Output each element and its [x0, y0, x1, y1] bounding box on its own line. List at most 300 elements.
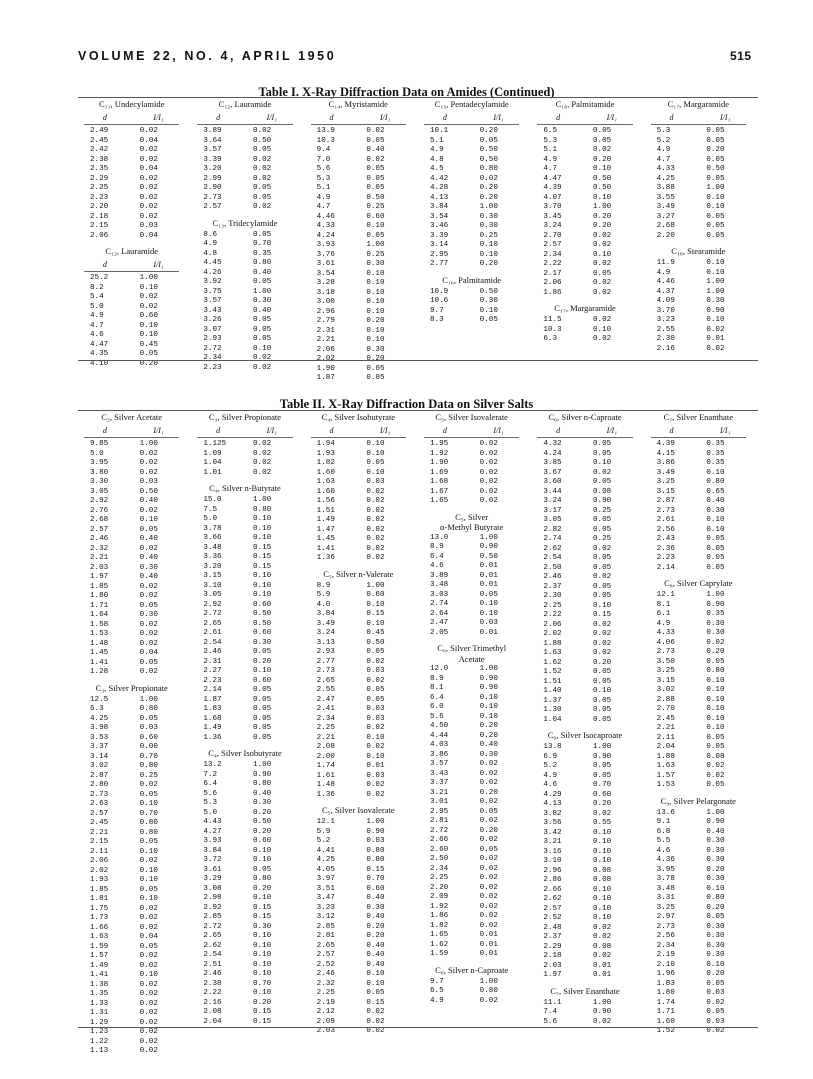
table-row	[531, 706, 638, 716]
d-spacing-value: 2.06	[543, 620, 562, 629]
compound-block	[305, 569, 412, 801]
relative-intensity-value: 1.00	[592, 743, 612, 751]
table-row	[418, 610, 525, 620]
relative-intensity-value: 0.10	[366, 619, 385, 628]
d-spacing-value: 4.07	[543, 193, 562, 202]
table-row	[78, 175, 185, 185]
compound-title: C₁₂, Lauramide	[105, 246, 158, 256]
compound-block	[645, 412, 752, 573]
table-row	[645, 601, 752, 611]
compound-block	[191, 483, 298, 743]
relative-intensity-value: 0.02	[479, 996, 498, 1005]
d-spacing-value: 2.25	[316, 989, 335, 997]
d-spacing-value: 2.09	[316, 1017, 335, 1026]
d-spacing-value: 9.85	[90, 440, 109, 448]
d-spacing-value: 2.64	[430, 609, 449, 618]
d-spacing-value: 2.02	[90, 866, 109, 875]
d-spacing-value: 2.06	[90, 231, 109, 240]
table-row	[645, 203, 752, 213]
d-spacing-value: 2.34	[203, 354, 222, 362]
d-spacing-value: 4.33	[656, 629, 675, 637]
d-spacing-value: 4.44	[430, 731, 449, 740]
relative-intensity-value: 0.20	[479, 826, 498, 835]
table-row	[645, 184, 752, 194]
table-row	[418, 222, 525, 232]
table-row	[78, 478, 185, 488]
table-row	[645, 715, 752, 725]
table-row	[305, 781, 412, 791]
d-spacing-value: 3.27	[656, 212, 675, 221]
d-spacing-value: 2.43	[656, 535, 675, 543]
d-spacing-value: 4.9	[543, 771, 557, 780]
d-spacing-value: 1.87	[203, 695, 222, 704]
d-spacing-value: 3.51	[316, 884, 335, 893]
table-row	[418, 478, 525, 488]
relative-intensity-value: 0.10	[706, 203, 725, 211]
d-spacing-value: 3.28	[316, 279, 335, 287]
table-row	[78, 848, 185, 858]
d-spacing-value: 1.59	[90, 942, 109, 951]
relative-intensity-value: 0.30	[706, 922, 725, 931]
d-spacing-value: 3.31	[656, 894, 675, 902]
data-rows	[418, 978, 525, 1007]
table-row	[418, 722, 525, 732]
d-spacing-value: 3.13	[316, 638, 335, 647]
d-spacing-value: 9.7	[430, 977, 444, 986]
relative-intensity-value: 0.50	[252, 136, 272, 145]
d-spacing-value: 12.1	[656, 591, 675, 599]
d-spacing-value: 4.8	[430, 155, 444, 164]
relative-intensity-value: 0.03	[706, 1017, 725, 1026]
header-rule	[311, 124, 406, 125]
data-rows	[645, 809, 752, 1037]
d-spacing-value: 2.00	[316, 752, 335, 761]
d-spacing-value: 3.80	[90, 468, 109, 477]
table-row	[191, 734, 298, 744]
relative-intensity-value: 0.03	[479, 619, 498, 627]
d-spacing-value: 2.06	[543, 279, 562, 287]
d-spacing-value: 2.25	[316, 724, 335, 732]
relative-intensity-value: 0.20	[252, 884, 272, 893]
d-spacing-value: 5.1	[543, 146, 557, 154]
relative-intensity-value: 0.02	[479, 779, 498, 787]
d-spacing-value: 2.04	[656, 743, 675, 751]
d-header: d	[556, 426, 561, 435]
table-row	[418, 241, 525, 251]
relative-intensity-value: 0.05	[366, 174, 385, 183]
d-spacing-value: 4.13	[543, 800, 562, 808]
d-spacing-value: 2.21	[316, 336, 335, 344]
d-spacing-value: 1.22	[90, 1037, 109, 1046]
relative-intensity-value: 0.80	[252, 505, 272, 514]
relative-intensity-value: 0.02	[139, 127, 158, 135]
relative-intensity-value: 0.01	[479, 950, 498, 958]
relative-intensity-value: 0.02	[366, 516, 385, 524]
d-spacing-value: 3.15	[656, 676, 675, 685]
d-spacing-value: 3.97	[316, 875, 335, 883]
relative-intensity-value: 0.05	[592, 771, 612, 780]
relative-intensity-value: 0.20	[479, 184, 498, 192]
table-row	[645, 734, 752, 744]
d-spacing-value: 1.85	[90, 582, 109, 591]
relative-intensity-value: 0.02	[139, 592, 158, 600]
relative-intensity-value: 0.02	[139, 193, 158, 202]
d-spacing-value: 3.03	[430, 590, 449, 599]
d-spacing-value: 2.68	[90, 516, 109, 524]
d-spacing-value: 1.60	[316, 468, 335, 477]
d-spacing-value: 2.14	[203, 686, 222, 694]
table-row	[531, 279, 638, 289]
d-spacing-value: 2.36	[656, 544, 675, 553]
relative-intensity-value: 0.05	[366, 136, 385, 145]
table-row	[305, 175, 412, 185]
table-row	[191, 942, 298, 952]
d-spacing-value: 4.9	[656, 619, 671, 628]
d-spacing-value: 5.9	[316, 827, 331, 836]
table-row	[78, 990, 185, 1000]
relative-intensity-value: 0.02	[139, 668, 158, 676]
column-header	[531, 425, 638, 436]
d-spacing-value: 3.05	[203, 591, 222, 599]
relative-intensity-value: 0.02	[139, 1018, 158, 1027]
relative-intensity-value: 0.02	[139, 857, 158, 865]
d-spacing-value: 3.30	[90, 478, 109, 486]
relative-intensity-value: 0.05	[592, 136, 612, 145]
table-row	[531, 781, 638, 791]
table-row	[645, 165, 752, 175]
d-spacing-value: 2.87	[656, 497, 675, 505]
relative-intensity-value: 0.30	[139, 611, 158, 619]
relative-intensity-value: 0.50	[139, 487, 158, 496]
table-row	[305, 648, 412, 658]
d-spacing-value: 2.23	[203, 676, 222, 685]
relative-intensity-value: 0.03	[139, 724, 158, 732]
d-spacing-value: 3.78	[203, 524, 222, 533]
d-spacing-value: 3.20	[203, 562, 222, 571]
table-row	[191, 1008, 298, 1018]
table-row	[191, 250, 298, 260]
relative-intensity-value: 0.10	[366, 600, 385, 609]
d-spacing-value: 5.3	[543, 136, 557, 145]
compound-block	[191, 218, 298, 374]
table-row	[531, 999, 638, 1009]
relative-intensity-value: 0.02	[366, 127, 385, 135]
table-row	[418, 316, 525, 326]
table-row	[305, 894, 412, 904]
relative-intensity-value: 0.05	[592, 449, 612, 458]
table-row	[305, 516, 412, 526]
table-row	[78, 526, 185, 536]
relative-intensity-value: 0.01	[479, 940, 498, 949]
relative-intensity-value: 0.05	[252, 648, 272, 656]
table-row	[531, 213, 638, 223]
table-column	[418, 412, 525, 1023]
table-row	[645, 847, 752, 857]
relative-intensity-value: 0.02	[139, 203, 158, 211]
d-spacing-value: 4.7	[316, 203, 331, 211]
d-spacing-value: 8.1	[430, 684, 444, 692]
table-row	[531, 335, 638, 345]
d-spacing-value: 2.10	[656, 960, 675, 969]
relative-intensity-value: 0.20	[479, 788, 498, 797]
relative-intensity-value: 1.00	[479, 665, 498, 673]
d-spacing-value: 1.51	[543, 677, 562, 686]
table-row	[78, 734, 185, 744]
d-spacing-value: 2.57	[543, 241, 562, 249]
relative-intensity-value: 0.40	[139, 535, 158, 543]
table-row	[531, 478, 638, 488]
table-row	[78, 564, 185, 574]
header-rule	[311, 437, 406, 438]
d-spacing-value: 4.6	[430, 562, 444, 570]
relative-intensity-value: 0.05	[706, 222, 725, 230]
d-spacing-value: 2.06	[316, 345, 335, 354]
d-spacing-value: 2.02	[316, 355, 335, 363]
table-row	[645, 1027, 752, 1037]
d-spacing-value: 1.63	[90, 933, 109, 941]
table-row	[305, 999, 412, 1009]
d-spacing-value: 6.0	[430, 703, 444, 711]
d-spacing-value: 3.02	[90, 762, 109, 770]
column-header	[191, 425, 298, 436]
d-spacing-value: 12.5	[90, 695, 109, 704]
d-spacing-value: 1.04	[543, 715, 562, 724]
relative-intensity-value: 0.02	[479, 912, 498, 920]
relative-intensity-value: 0.02	[592, 316, 612, 324]
relative-intensity-value: 0.40	[139, 573, 158, 581]
table-row	[191, 137, 298, 147]
table-row	[645, 620, 752, 630]
d-spacing-value: 2.80	[90, 781, 109, 789]
relative-intensity-value: 0.20	[592, 658, 612, 667]
d-spacing-value: 2.06	[90, 857, 109, 865]
table-row	[78, 1009, 185, 1019]
relative-intensity-value: 0.10	[366, 733, 385, 742]
d-spacing-value: 2.31	[316, 326, 335, 335]
relative-intensity-value: 0.30	[706, 506, 725, 515]
relative-intensity-value: 0.10	[252, 515, 272, 523]
d-spacing-value: 2.47	[316, 695, 335, 704]
relative-intensity-value: 0.02	[479, 874, 498, 882]
relative-intensity-value: 0.30	[479, 750, 498, 759]
table-2-bottom-rule	[78, 1027, 758, 1028]
table-row	[418, 941, 525, 951]
relative-intensity-value: 0.80	[139, 762, 158, 770]
table-row	[645, 497, 752, 507]
compound-block	[191, 412, 298, 478]
d-header: d	[216, 426, 221, 435]
relative-intensity-value: 0.10	[706, 259, 725, 267]
table-row	[305, 677, 412, 687]
table-row	[191, 440, 298, 450]
d-spacing-value: 1.92	[430, 449, 449, 458]
relative-intensity-value: 0.05	[592, 554, 612, 562]
d-spacing-value: 2.73	[656, 506, 675, 515]
relative-intensity-value: 0.15	[252, 1017, 272, 1026]
table-row	[418, 562, 525, 572]
d-spacing-value: 2.17	[543, 269, 562, 278]
relative-intensity-value: 0.01	[479, 562, 498, 570]
table-row	[531, 791, 638, 801]
relative-intensity-value: 0.15	[252, 1008, 272, 1016]
d-spacing-value: 2.11	[656, 733, 675, 742]
relative-intensity-value: 0.10	[479, 250, 498, 259]
column-header	[78, 112, 185, 123]
d-spacing-value: 1.67	[430, 487, 449, 496]
d-spacing-value: 6.4	[430, 552, 444, 561]
relative-intensity-value: 0.05	[706, 743, 725, 751]
table-row	[418, 865, 525, 875]
data-rows	[305, 127, 412, 384]
d-spacing-value: 3.86	[430, 750, 449, 759]
relative-intensity-value: 0.25	[139, 771, 158, 780]
d-spacing-value: 1.56	[316, 497, 335, 505]
relative-intensity-value: 0.20	[366, 355, 385, 363]
relative-intensity-value: 0.02	[479, 817, 498, 825]
relative-intensity-value: 0.02	[252, 127, 272, 135]
relative-intensity-value: 0.02	[366, 1027, 385, 1035]
d-spacing-value: 2.74	[430, 600, 449, 608]
table-row	[418, 665, 525, 675]
d-spacing-value: 3.25	[656, 667, 675, 675]
relative-intensity-value: 0.02	[479, 921, 498, 930]
table-row	[645, 866, 752, 876]
table-row	[191, 146, 298, 156]
relative-intensity-value: 1.00	[366, 581, 385, 590]
relative-intensity-value: 0.10	[366, 440, 385, 448]
relative-intensity-value: 1.00	[366, 818, 385, 826]
relative-intensity-value: 0.10	[592, 847, 612, 856]
relative-intensity-value: 0.10	[252, 970, 272, 978]
relative-intensity-value: 0.30	[706, 941, 725, 950]
relative-intensity-value: 0.20	[479, 731, 498, 740]
relative-intensity-value: 0.20	[139, 359, 158, 368]
relative-intensity-value: 0.05	[252, 865, 272, 874]
table-row	[305, 762, 412, 772]
d-spacing-value: 1.95	[430, 440, 449, 448]
relative-intensity-value: 0.80	[252, 259, 272, 267]
relative-intensity-value: 0.30	[252, 638, 272, 647]
compound-block	[645, 578, 752, 791]
compound-block	[305, 805, 412, 1037]
table-row	[305, 932, 412, 942]
relative-intensity-value: 0.02	[592, 639, 612, 648]
table-row	[645, 564, 752, 574]
table-row	[645, 345, 752, 355]
compound-block	[78, 683, 185, 1057]
table-row	[305, 127, 412, 137]
table-row	[418, 893, 525, 903]
relative-intensity-value: 0.00	[139, 743, 158, 751]
table-row	[418, 251, 525, 261]
relative-intensity-value: 0.02	[139, 293, 158, 301]
table-row	[418, 137, 525, 147]
d-spacing-value: 4.6	[543, 781, 557, 789]
table-row	[418, 770, 525, 780]
relative-intensity-value: 0.10	[706, 516, 725, 524]
d-spacing-value: 13.0	[430, 533, 449, 542]
d-spacing-value: 2.08	[316, 743, 335, 751]
d-spacing-value: 2.49	[90, 127, 109, 135]
relative-intensity-value: 0.02	[592, 933, 612, 941]
relative-intensity-value: 0.05	[479, 590, 498, 599]
d-spacing-value: 2.25	[430, 874, 449, 882]
relative-intensity-value: 0.45	[366, 629, 385, 637]
d-spacing-value: 3.16	[543, 847, 562, 856]
relative-intensity-value: 0.05	[252, 184, 272, 192]
d-spacing-value: 3.84	[316, 610, 335, 618]
d-spacing-value: 4.45	[203, 259, 222, 267]
table-row	[645, 469, 752, 479]
table-row	[305, 875, 412, 885]
table-row	[418, 232, 525, 242]
relative-intensity-value: 0.70	[592, 781, 612, 789]
table-row	[531, 876, 638, 886]
d-spacing-value: 2.35	[90, 165, 109, 173]
table-row	[78, 232, 185, 242]
table-row	[305, 591, 412, 601]
relative-intensity-value: 0.08	[592, 866, 612, 875]
table-row	[191, 364, 298, 374]
table-row	[645, 885, 752, 895]
d-spacing-value: 1.28	[90, 668, 109, 676]
relative-intensity-value: 0.10	[479, 693, 498, 702]
d-spacing-value: 2.70	[543, 231, 562, 240]
relative-intensity-value: 0.10	[252, 846, 272, 855]
table-row	[305, 753, 412, 763]
d-spacing-value: 1.40	[543, 687, 562, 695]
compound-title: C₇, Silver Enanthate	[663, 412, 733, 422]
relative-intensity-value: 0.05	[706, 554, 725, 562]
table-row	[191, 175, 298, 185]
relative-intensity-value: 0.05	[139, 942, 158, 951]
relative-intensity-value: 0.02	[139, 1009, 158, 1017]
d-spacing-value: 3.89	[430, 571, 449, 580]
table-row	[191, 923, 298, 933]
d-spacing-value: 5.0	[90, 302, 104, 311]
relative-intensity-value: 0.02	[592, 146, 612, 154]
d-spacing-value: 2.46	[203, 648, 222, 656]
compound-title: C₁₃, Tridecylamide	[212, 217, 278, 228]
d-spacing-value: 2.81	[430, 817, 449, 825]
table-row	[645, 932, 752, 942]
relative-intensity-value: 0.02	[479, 478, 498, 486]
table-row	[645, 762, 752, 772]
compound-block	[78, 412, 185, 678]
compound-block	[418, 412, 525, 507]
table-row	[418, 488, 525, 498]
relative-intensity-value: 0.02	[479, 760, 498, 768]
table-row	[645, 629, 752, 639]
d-spacing-value: 2.46	[90, 535, 109, 543]
table-row	[191, 771, 298, 781]
data-rows	[191, 761, 298, 1027]
table-row	[78, 1047, 185, 1057]
table-column	[531, 412, 638, 1026]
d-spacing-value: 2.73	[90, 790, 109, 799]
d-spacing-value: 3.45	[543, 212, 562, 221]
table-row	[418, 534, 525, 544]
table-row	[78, 810, 185, 820]
compound-block	[531, 99, 638, 298]
table-row	[78, 592, 185, 602]
d-spacing-value: 2.55	[316, 686, 335, 694]
d-spacing-value: 1.49	[316, 516, 335, 524]
table-row	[78, 924, 185, 934]
relative-intensity-value: 0.05	[366, 364, 385, 373]
d-spacing-value: 2.65	[203, 619, 222, 628]
data-rows	[418, 534, 525, 639]
